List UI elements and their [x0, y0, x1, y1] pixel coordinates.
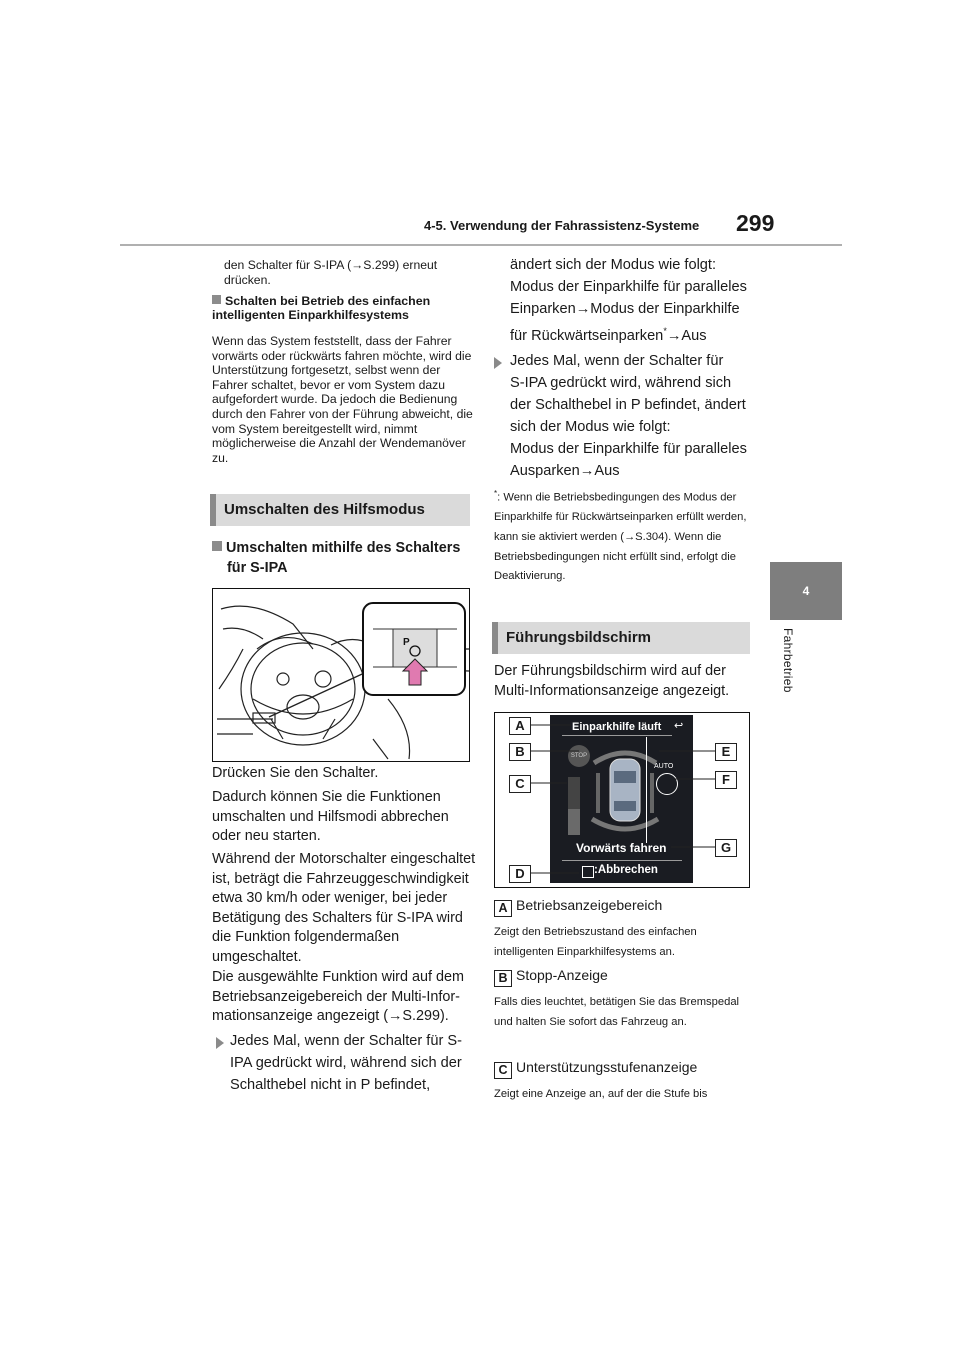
- stop-indicator: STOP: [568, 745, 590, 767]
- bullet-not-p: Jedes Mal, wenn der Schalter für S-IPA gedrückt wird, während sich der Schalthebel nicht in P befindet,: [230, 1033, 462, 1093]
- footnote: *: Wenn die Betriebsbedingungen des Modus der Einparkhilfe für Rückwärtseinparken erfüllt werden, kann sie aktiviert werden (→S.304). Wenn die Betriebsbedingungen nicht erfüllt sind, erfolgt die Deaktivierung.: [494, 489, 747, 583]
- shift-heading: Schalten bei Betrieb des einfachen intelligenten Einparkhilfesystems: [212, 294, 431, 323]
- callout-d: D: [509, 865, 531, 883]
- legend-item-b: B Stopp-Anzeige Falls dies leuchtet, betätigen Sie das Bremspedal und halten Sie sofort das Fahrzeug an.: [494, 967, 740, 1028]
- button-letter: P: [403, 637, 410, 648]
- bullet-triangle-icon: [216, 1036, 224, 1054]
- mode-sequence-1: ändert sich der Modus wie folgt: Modus der Einparkhilfe für paralleles Einparken→Modus der Einparkhilfe für Rückwärtseinparken*→Aus: [510, 257, 747, 344]
- shift-text: Wenn das System feststellt, dass der Fahrer vorwärts oder rückwärts fahren möchte, wird die Unterstützung fortgesetzt, selbst wenn der Fahrer schaltet, bevor er vom System dazu aufgefordert wurde. Da jedoch die Bedienung durch den Fahrer von der Führung abweicht, die vom System bereitgestellt wird, nimmt möglicherweise die Anzahl der Wendemanöver zu.: [212, 334, 473, 465]
- section-heading-fuehrung: Führungsbildschirm: [492, 622, 750, 654]
- callout-a: A: [509, 717, 531, 735]
- callout-b: B: [509, 743, 531, 761]
- callout-g: G: [715, 839, 737, 857]
- callout-c: C: [509, 775, 531, 793]
- bullet-in-p: Jedes Mal, wenn der Schalter für S-IPA gedrückt wird, während sich der Schalthebel in P befindet, ändert sich der Modus wie folgt: Modus der Einparkhilfe für paralleles Ausparken→Aus: [510, 353, 747, 479]
- section-heading-hilfsmodus: Umschalten des Hilfsmodus: [210, 494, 470, 526]
- legend-item-c: C Unterstützungsstufenanzeige Zeigt eine Anzeige an, auf der die Stufe bis: [494, 1059, 708, 1100]
- intro-text: den Schalter für S-IPA (→S.299) erneut drücken.: [224, 258, 438, 287]
- press-text: Drücken Sie den Schalter.: [212, 765, 379, 781]
- screen-title: Einparkhilfe läuft: [572, 721, 662, 733]
- back-icon: ↩: [674, 720, 684, 732]
- callout-f: F: [715, 771, 737, 789]
- chapter-tab[interactable]: 4: [770, 562, 842, 620]
- guide-intro: Der Führungsbildschirm wird auf der Multi-Informationsanzeige angezeigt.: [494, 663, 730, 699]
- guidance-figure: [494, 712, 750, 888]
- page-number: 299: [736, 210, 775, 236]
- square-bullet-icon: [212, 541, 222, 551]
- switch-figure: [212, 588, 470, 762]
- chapter-label: Fahrbetrieb: [781, 628, 795, 693]
- callout-e: E: [715, 743, 737, 761]
- header-divider: [120, 244, 842, 246]
- forward-instruction: Vorwärts fahren: [576, 841, 667, 855]
- dashboard-illustration: [213, 589, 469, 761]
- para-speed: Während der Motorschalter eingeschaltet ist, beträgt die Fahrzeuggeschwindigkeit etwa 30 km/h oder weniger, bei jeder Betätigung des Schalters für S-IPA wird die Funktion folgendermaßen umgeschaltet.: [212, 851, 476, 965]
- cancel-label: :Abbrechen: [594, 864, 658, 876]
- bullet-triangle-icon: [494, 356, 502, 374]
- square-bullet-icon: [212, 295, 221, 304]
- para-functions: Dadurch können Sie die Funktionen umschalten und Hilfsmodi abbrechen oder neu starten.: [212, 789, 449, 845]
- section-title: 4-5. Verwendung der Fahrassistenz-Systeme: [424, 218, 700, 233]
- auto-label: AUTO: [654, 763, 674, 770]
- callout-lines: [495, 713, 749, 887]
- legend-item-a: A Betriebsanzeigebereich Zeigt den Betriebszustand des einfachen intelligenten Einparkhilfesystems an.: [494, 897, 697, 958]
- switch-heading: Umschalten mithilfe des Schalters für S-IPA: [212, 538, 474, 578]
- para-display: Die ausgewählte Funktion wird auf dem Betriebsanzeigebereich der Multi-Informationsanzeige angezeigt (→S.299).: [212, 969, 464, 1025]
